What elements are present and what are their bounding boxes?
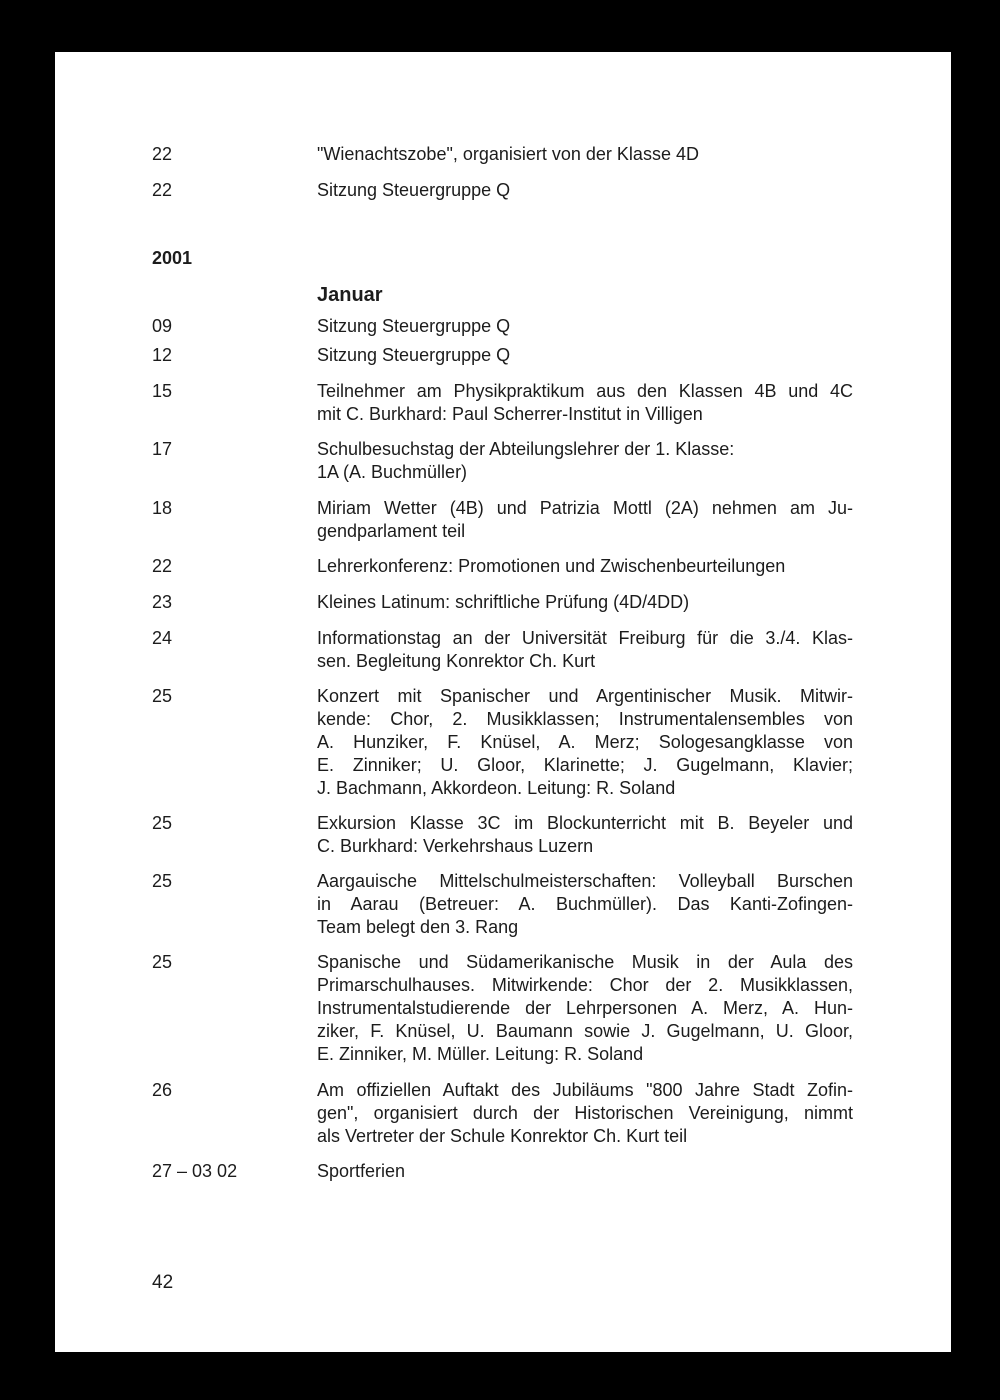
entry-text: Sitzung Steuergruppe Q: [317, 316, 511, 336]
entry-day: 22: [152, 180, 173, 200]
year-heading: 2001: [152, 248, 193, 268]
document-page: [55, 52, 951, 1352]
month-heading: Januar: [317, 284, 383, 306]
entry-text: Teilnehmer am Physikpraktikum aus den Klassen 4B und 4C mit C. Burkhard: Paul Scherrer-Institut in Villigen: [317, 381, 853, 424]
entry-text: Informationstag an der Universität Freiburg für die 3./4. Klas- sen. Begleitung Konrektor Ch. Kurt: [317, 628, 853, 671]
entry-day: 25: [152, 686, 173, 706]
entry-text: Am offiziellen Auftakt des Jubiläums "800 Jahre Stadt Zofin- gen", organisiert durch der Historischen Vereinigung, nimmt als Vertreter der Schule Konrektor Ch. Kurt teil: [317, 1080, 853, 1146]
entry-day: 25: [152, 871, 173, 891]
entry-day: 22: [152, 144, 173, 164]
entry-text: Miriam Wetter (4B) und Patrizia Mottl (2A) nehmen am Ju- gendparlament teil: [317, 498, 853, 541]
page-number: 42: [152, 1272, 174, 1293]
entry-day: 25: [152, 813, 173, 833]
entry-text: Aargauische Mittelschulmeisterschaften: Volleyball Burschen in Aarau (Betreuer: A. Buchmüller). Das Kanti-Zofingen- Team belegt den 3. Rang: [317, 871, 853, 937]
entry-text: Konzert mit Spanischer und Argentinischer Musik. Mitwir- kende: Chor, 2. Musikklassen; Instrumentalensembles von A. Hunziker, F. Knüsel, A. Merz; Sologesangklasse von E. Zinniker; U. Gloor, Klarinette; J. Gugelmann, Klavier; J. Bachmann, Akkordeon. Leitung: R. Soland: [317, 686, 853, 798]
entry-day: 25: [152, 952, 173, 972]
entry-text: Spanische und Südamerikanische Musik in der Aula des Primarschulhauses. Mitwirkende: Chor der 2. Musikklassen, Instrumentalstudierende der Lehrpersonen A. Merz, A. Hun- ziker, F. Knüsel, U. Baumann sowie J. Gugelmann, U. Gloor, E. Zinniker, M. Müller. Leitung: R. Soland: [317, 952, 853, 1064]
entry-day: 09: [152, 316, 173, 336]
entry-text: Schulbesuchstag der Abteilungslehrer der 1. Klasse: 1A (A. Buchmüller): [317, 439, 735, 482]
entry-day: 22: [152, 556, 173, 576]
entry-day: 23: [152, 592, 173, 612]
entry-day: 17: [152, 439, 173, 459]
entry-text: "Wienachtszobe", organisiert von der Klasse 4D: [317, 144, 699, 164]
entry-day: 27 – 03 02: [152, 1161, 238, 1181]
entry-text: Sportferien: [317, 1161, 406, 1181]
entry-day: 12: [152, 345, 173, 365]
entry-text: Sitzung Steuergruppe Q: [317, 345, 511, 365]
entry-day: 26: [152, 1080, 173, 1100]
entry-day: 24: [152, 628, 173, 648]
entry-text: Sitzung Steuergruppe Q: [317, 180, 511, 200]
entry-text: Kleines Latinum: schriftliche Prüfung (4D/4DD): [317, 592, 690, 612]
entry-text: Lehrerkonferenz: Promotionen und Zwischenbeurteilungen: [317, 556, 786, 576]
entry-day: 18: [152, 498, 173, 518]
entry-day: 15: [152, 381, 173, 401]
entry-text: Exkursion Klasse 3C im Blockunterricht mit B. Beyeler und C. Burkhard: Verkehrshaus Luzern: [317, 813, 853, 856]
